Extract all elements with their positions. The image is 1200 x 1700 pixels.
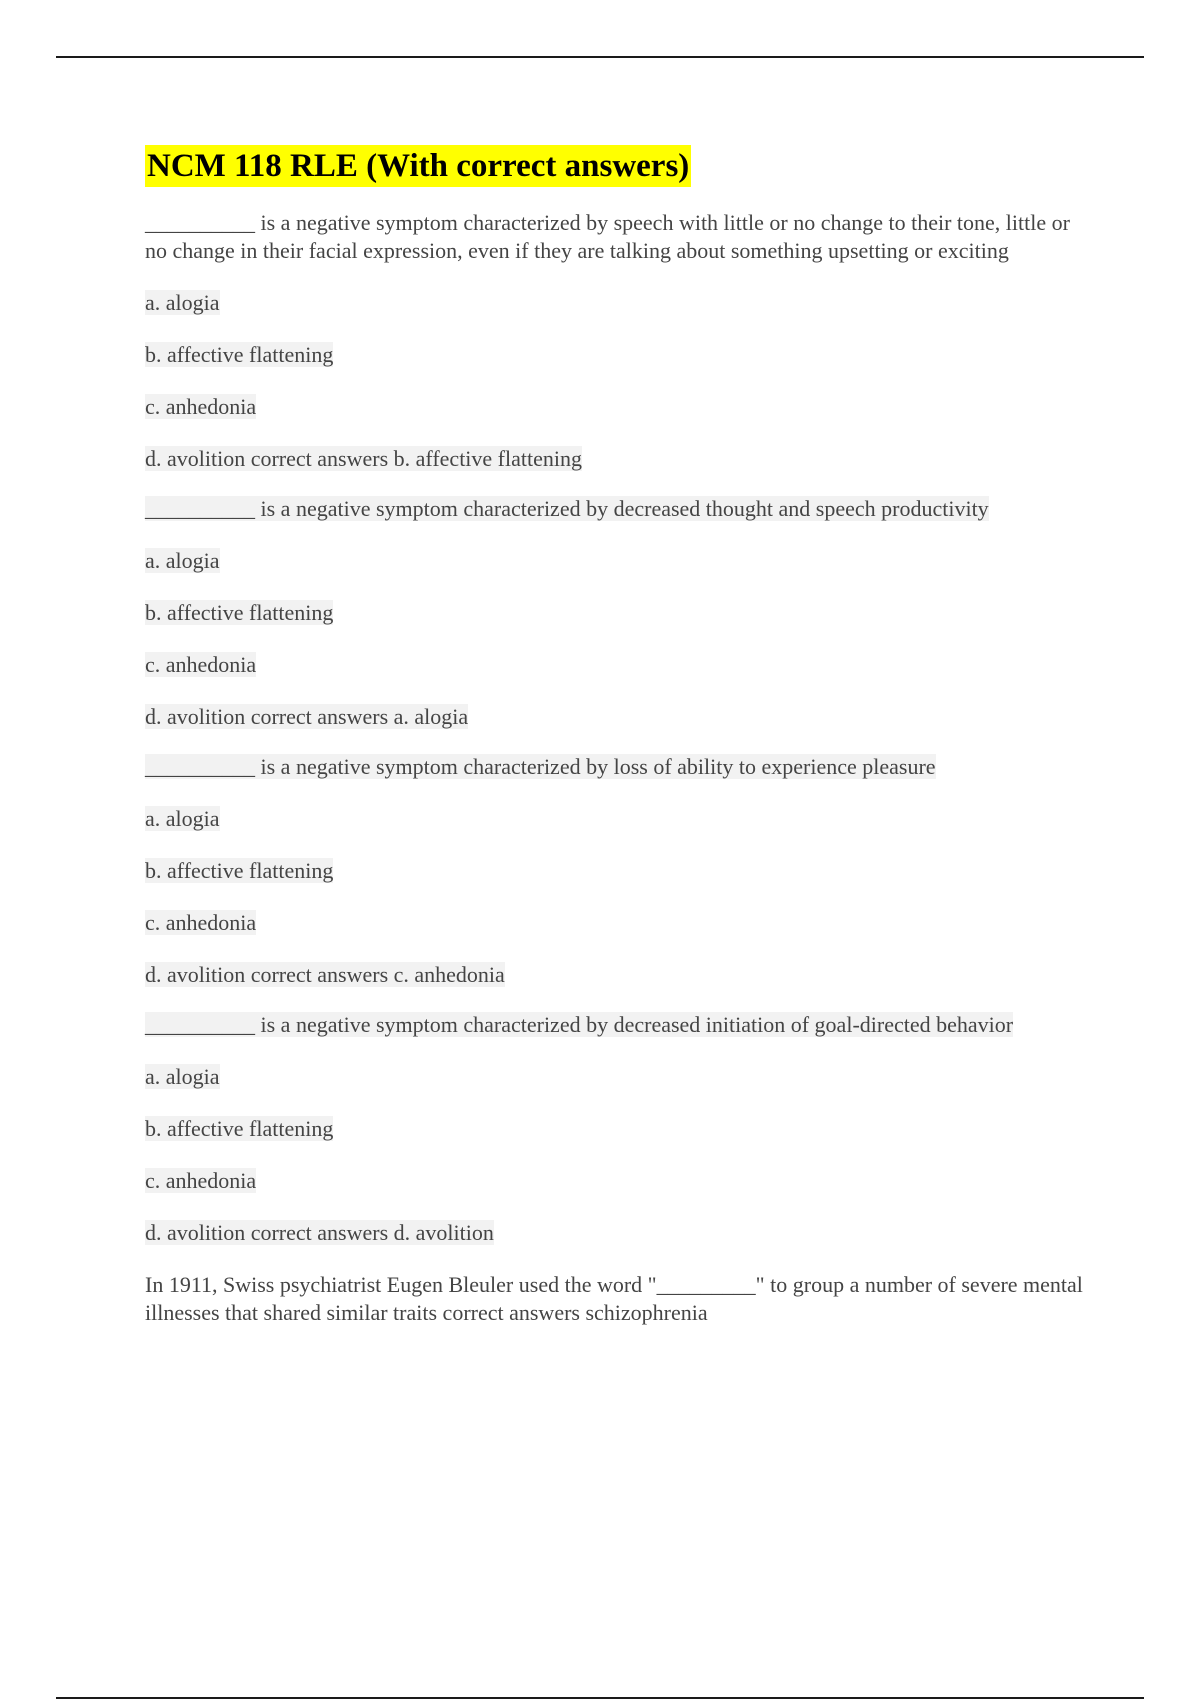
question-block <box>145 209 1095 473</box>
option-d-answer-text: d. avolition correct answers d. avolition <box>145 1220 494 1245</box>
option-b-text: b. affective flattening <box>145 342 334 367</box>
page-bottom-rule <box>56 1697 1144 1699</box>
option-b <box>145 1115 1095 1143</box>
option-c-text: c. anhedonia <box>145 652 257 677</box>
question-block <box>145 1011 1095 1247</box>
document-body <box>145 145 1095 1327</box>
option-b <box>145 341 1095 369</box>
option-b <box>145 857 1095 885</box>
option-d-answer <box>145 445 1095 473</box>
option-c <box>145 393 1095 421</box>
option-c-text: c. anhedonia <box>145 1168 257 1193</box>
option-a-text: a. alogia <box>145 806 220 831</box>
option-d-answer <box>145 703 1095 731</box>
option-b <box>145 599 1095 627</box>
option-d-answer-text: d. avolition correct answers a. alogia <box>145 704 469 729</box>
option-a-text: a. alogia <box>145 548 220 573</box>
option-c-text: c. anhedonia <box>145 910 257 935</box>
option-d-answer <box>145 961 1095 989</box>
option-c <box>145 909 1095 937</box>
option-d-answer-text: d. avolition correct answers b. affective flattening <box>145 446 582 471</box>
option-a <box>145 547 1095 575</box>
question-prompt <box>145 753 1095 781</box>
question-prompt: __________ is a negative symptom characterized by speech with little or no change to their tone, little or no change in their facial expression, even if they are talking about something upsetting or exciting <box>145 210 1070 263</box>
option-a <box>145 289 1095 317</box>
question-prompt <box>145 1011 1095 1039</box>
option-b-text: b. affective flattening <box>145 1116 334 1141</box>
option-a-text: a. alogia <box>145 290 220 315</box>
option-b-text: b. affective flattening <box>145 858 334 883</box>
option-c-text: c. anhedonia <box>145 394 257 419</box>
option-c <box>145 651 1095 679</box>
question-prompt <box>145 495 1095 523</box>
question-prompt-text: __________ is a negative symptom characterized by loss of ability to experience pleasure <box>145 754 936 779</box>
option-d-answer-text: d. avolition correct answers c. anhedonia <box>145 962 505 987</box>
question-prompt-text: __________ is a negative symptom characterized by decreased initiation of goal-directed behavior <box>145 1012 1014 1037</box>
page-top-rule <box>56 56 1144 58</box>
option-b-text: b. affective flattening <box>145 600 334 625</box>
option-d-answer <box>145 1219 1095 1247</box>
question-block <box>145 753 1095 989</box>
option-a <box>145 805 1095 833</box>
document-title: NCM 118 RLE (With correct answers) <box>145 145 691 187</box>
question-block <box>145 495 1095 731</box>
option-a-text: a. alogia <box>145 1064 220 1089</box>
option-c <box>145 1167 1095 1195</box>
option-a <box>145 1063 1095 1091</box>
question-prompt-text: __________ is a negative symptom characterized by decreased thought and speech productivity <box>145 496 989 521</box>
final-question: In 1911, Swiss psychiatrist Eugen Bleuler used the word "_________" to group a number of severe mental illnesses that shared similar traits correct answers schizophrenia <box>145 1272 1083 1325</box>
